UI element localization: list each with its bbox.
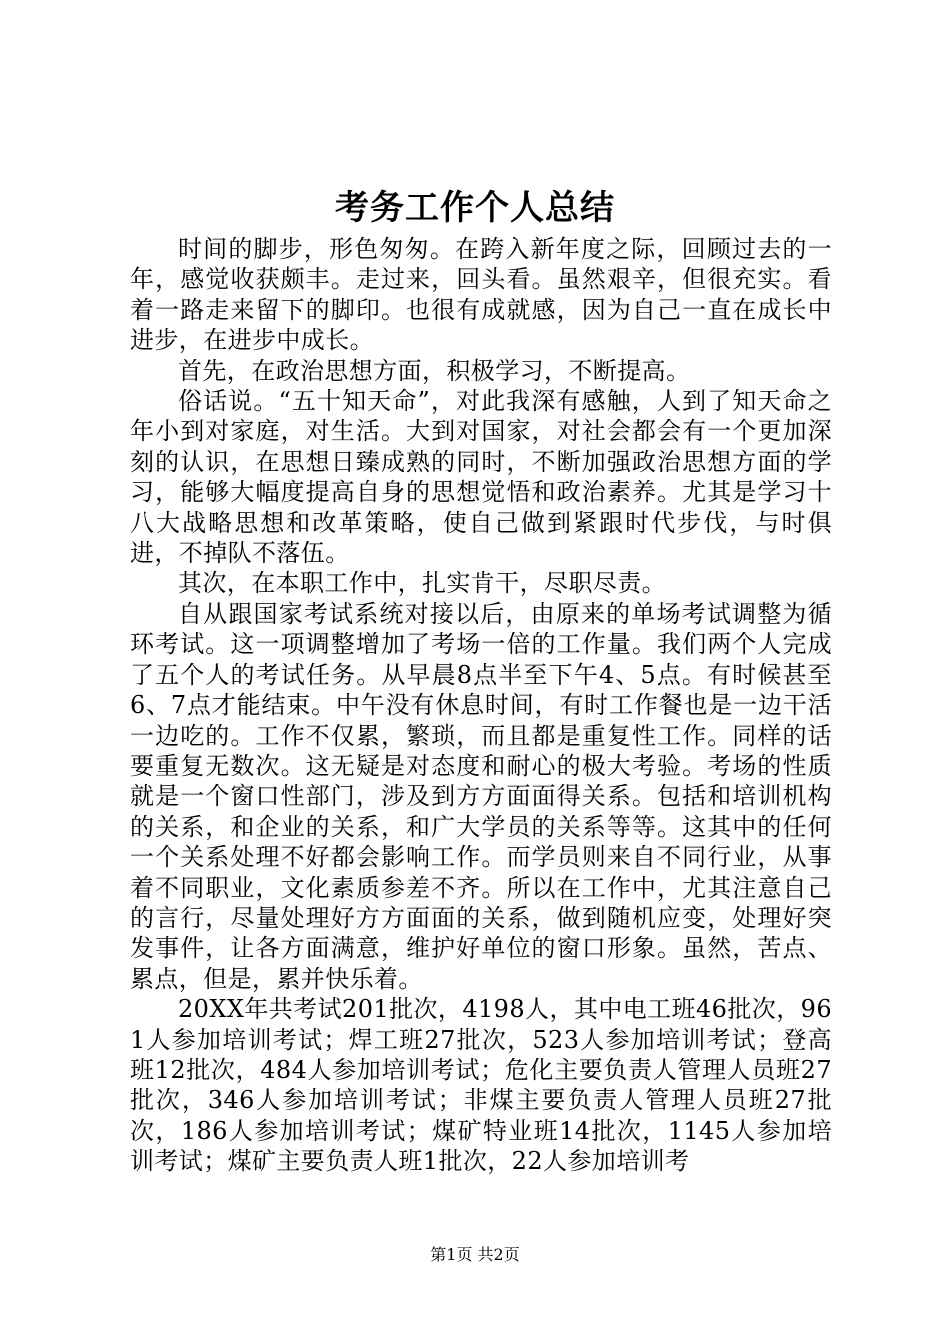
- paragraph-political-body: 俗话说。“五十知天命”，对此我深有感触，人到了知天命之年小到对家庭，对生活。大到对国家，对社会都会有一个更加深刻的认识，在思想日臻成熟的同时，不断加强政治思想方面的学习，能够大幅度提高自身的思想觉悟和政治素养。尤其是学习十八大战略思想和改革策略，使自己做到紧跟时代步伐，与时俱进，不掉队不落伍。: [130, 387, 832, 568]
- page-number-footer: 第1页 共2页: [430, 1245, 520, 1264]
- document-title: 考务工作个人总结: [335, 188, 615, 228]
- paragraph-work-heading: 其次，在本职工作中，扎实肯干，尽职尽责。: [178, 569, 666, 598]
- paragraph-intro: 时间的脚步，形色匆匆。在跨入新年度之际，回顾过去的一年，感觉收获颇丰。走过来，回头看。虽然艰辛，但很充实。看着一路走来留下的脚印。也很有成就感，因为自己一直在成长中进步，在进步中成长。: [130, 235, 832, 355]
- document-body: [130, 234, 832, 1177]
- paragraph-statistics: 20XX年共考试201批次，4198人，其中电工班46批次，961人参加培训考试；焊工班27批次，523人参加培训考试；登高班12批次，484人参加培训考试；危化主要负责人管理人员班27批次，346人参加培训考试；非煤主要负责人管理人员班27批次，186人参加培训考试；煤矿特业班14批次，1145人参加培训考试；煤矿主要负责人班1批次，22人参加培训考: [130, 995, 832, 1176]
- paragraph-work-body: 自从跟国家考试系统对接以后，由原来的单场考试调整为循环考试。这一项调整增加了考场一倍的工作量。我们两个人完成了五个人的考试任务。从早晨8点半至下午4、5点。有时候甚至6、7点才能结束。中午没有休息时间，有时工作餐也是一边干活一边吃的。工作不仅累，繁琐，而且都是重复性工作。同样的话要重复无数次。这无疑是对态度和耐心的极大考验。考场的性质就是一个窗口性部门，涉及到方方面面得关系。包括和培训机构的关系，和企业的关系，和广大学员的关系等等。这其中的任何一个关系处理不好都会影响工作。而学员则来自不同行业，从事着不同职业，文化素质参差不齐。所以在工作中，尤其注意自己的言行，尽量处理好方方面面的关系，做到随机应变，处理好突发事件，让各方面满意，维护好单位的窗口形象。虽然，苦点、累点，但是，累并快乐着。: [130, 599, 832, 993]
- paragraph-political-heading: 首先，在政治思想方面，积极学习，不断提高。: [178, 356, 691, 385]
